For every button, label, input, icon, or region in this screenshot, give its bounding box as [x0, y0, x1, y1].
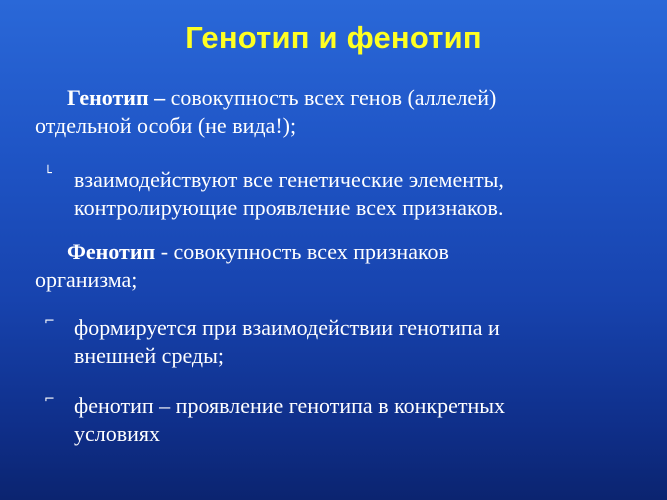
- phenotype-bullet: [74, 392, 644, 448]
- genotype-definition: [35, 84, 635, 140]
- phenotype-term: Фенотип: [67, 239, 156, 264]
- phenotype-bullet-line1: формируется при взаимодействии генотипа и: [74, 315, 500, 340]
- bullet-marker-icon: ⌐: [44, 314, 55, 329]
- genotype-term: Генотип –: [67, 85, 166, 110]
- slide-title: Генотип и фенотип: [185, 20, 482, 55]
- phenotype-bullet-line2: условиях: [74, 421, 161, 446]
- bullet-marker-icon: └: [44, 166, 52, 181]
- genotype-bullet: [74, 166, 644, 222]
- genotype-bullet-line1: взаимодействуют все генетические элементы,: [74, 167, 504, 192]
- genotype-definition-text: совокупность всех генов (аллелей): [165, 85, 497, 110]
- phenotype-definition-line1: [35, 238, 635, 266]
- genotype-definition-line2: отдельной особи (не вида!);: [35, 113, 297, 138]
- phenotype-definition-text: - совокупность всех признаков: [155, 239, 449, 264]
- genotype-bullet-line2: контролирующие проявление всех признаков.: [74, 195, 504, 220]
- phenotype-definition-line2: организма;: [35, 267, 138, 292]
- phenotype-bullet-line1: фенотип – проявление генотипа в конкретных: [74, 393, 506, 418]
- bullet-marker-icon: ⌐: [44, 392, 55, 407]
- phenotype-bullet-line2: внешней среды;: [74, 343, 225, 368]
- genotype-definition-line1: [35, 84, 635, 112]
- phenotype-definition: [35, 238, 635, 294]
- phenotype-bullet: [74, 314, 644, 370]
